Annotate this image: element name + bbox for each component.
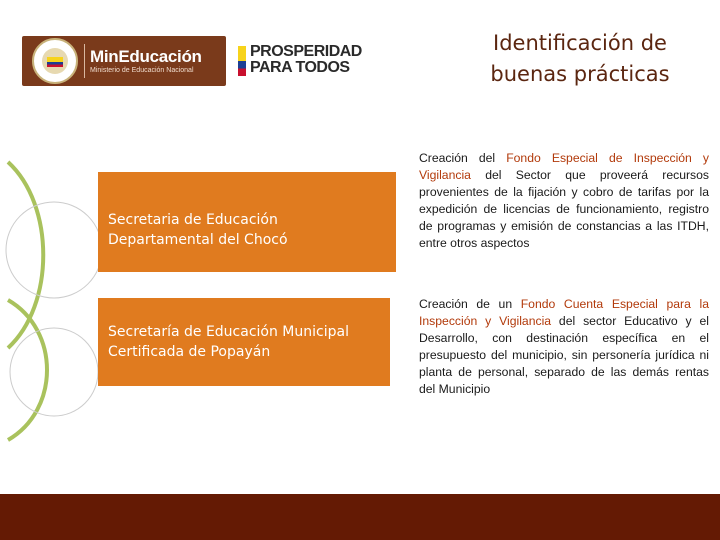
entity-name-line1: Secretaria de Educación (108, 212, 278, 228)
arc-segment-upper (8, 162, 43, 348)
page-title-line2: buenas prácticas (490, 62, 670, 86)
desc-prefix: Creación de un (419, 297, 521, 311)
entity-box-choco (98, 172, 396, 272)
page-title (450, 28, 710, 90)
practice-description-choco (419, 150, 709, 252)
decorative-arc-icon (0, 150, 110, 450)
entity-name-line2: Departamental del Chocó (108, 232, 288, 248)
desc-prefix: Creación del (419, 151, 507, 165)
prosperidad-logo-line1: PROSPERIDAD (250, 43, 362, 60)
entity-box-popayan (98, 298, 390, 386)
arc-ring-upper (6, 202, 102, 298)
page-title-line1: Identificación de (493, 31, 667, 55)
footer-bar (0, 494, 720, 540)
desc-rest: del sector Educativo y el Desarrollo, con destinación específica en el presupuesto del municipio, sin personería jurídica ni planta de personal, separado de las demás rentas del Municipio (419, 314, 709, 396)
arc-ring-lower (10, 328, 98, 416)
desc-rest: del Sector que proveerá recursos provenientes de la fijación y cobro de tarifas por la expedición de licencias de funcionamiento, registro de programas y emisión de constancias a las ITDH, entre otros aspectos (419, 168, 709, 250)
entity-name-line2: Certificada de Popayán (108, 344, 271, 360)
colombia-seal-icon (32, 38, 78, 84)
prosperidad-logo-line2: PARA TODOS (250, 59, 350, 76)
practice-description-popayan (419, 296, 709, 398)
minedu-logo-subtitle: Ministerio de Educación Nacional (90, 67, 194, 74)
minedu-logo (22, 36, 226, 86)
logo-divider (84, 44, 85, 78)
colombia-flag-icon (238, 46, 246, 76)
entity-name-line1: Secretaría de Educación Municipal (108, 324, 349, 340)
minedu-logo-title: MinEducación (90, 47, 202, 66)
desc-highlight: Fondo Especial de Inspección y Vigilancia (419, 151, 709, 182)
desc-highlight: Fondo Cuenta Especial para la Inspección y Vigilancia (419, 297, 709, 328)
